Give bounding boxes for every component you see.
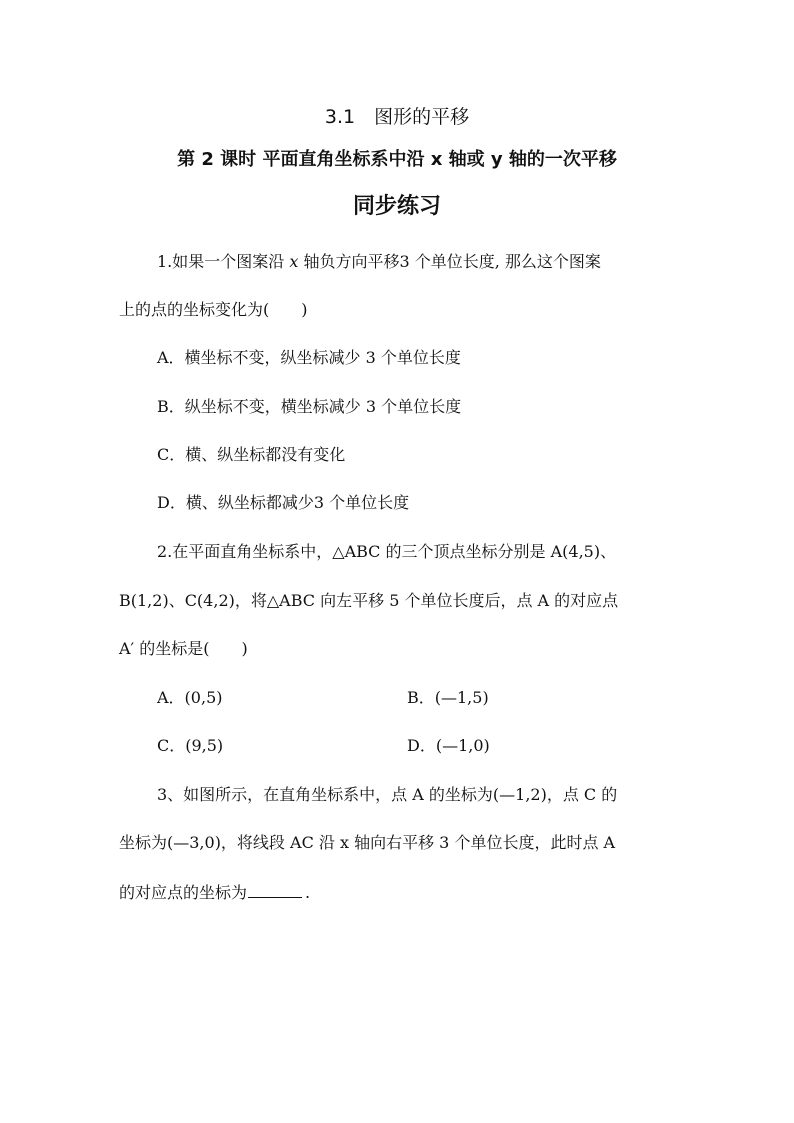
answer-blank [248, 879, 302, 898]
question-3-line-3 [119, 879, 310, 905]
section-title: 同步练习 [352, 194, 441, 219]
question-1-variable-x: x [284, 252, 304, 271]
question-1-suffix: 轴负方向平移3 个单位长度, 那么这个图案 [303, 252, 601, 271]
question-1-option-d: D．横、纵坐标都减少3 个单位长度 [157, 493, 410, 512]
question-2-option-d: D．(—1,0) [407, 736, 490, 755]
question-1-option-b: B．纵坐标不变，横坐标减少 3 个单位长度 [157, 397, 462, 416]
question-3-line-1: 3、如图所示，在直角坐标系中，点 A 的坐标为(—1,2)，点 C 的 [157, 785, 618, 804]
lesson-subtitle: 第 2 课时 平面直角坐标系中沿 x 轴或 y 轴的一次平移 [177, 149, 617, 170]
lesson-title: 3.1 图形的平移 [324, 106, 470, 128]
question-1-prefix: 1.如果一个图案沿 [157, 252, 285, 271]
question-3-answer-prompt: 的对应点的坐标为 [119, 883, 248, 902]
question-2-line-2: B(1,2)、C(4,2)，将△ABC 向左平移 5 个单位长度后，点 A 的对应点 [119, 591, 619, 610]
question-1-line-1 [157, 250, 601, 274]
question-2-line-1: 2.在平面直角坐标系中，△ABC 的三个顶点坐标分别是 A(4,5)、 [157, 542, 617, 561]
question-2-line-3: A′ 的坐标是( ) [119, 639, 248, 658]
question-2-option-b: B．(—1,5) [407, 688, 489, 707]
question-3-line-2: 坐标为(—3,0)，将线段 AC 沿 x 轴向右平移 3 个单位长度，此时点 A [119, 833, 616, 852]
question-1-option-a: A．横坐标不变，纵坐标减少 3 个单位长度 [157, 348, 461, 367]
question-1-option-c: C．横、纵坐标都没有变化 [157, 445, 346, 464]
question-2-option-c: C．(9,5) [157, 736, 224, 755]
question-3-period: . [305, 883, 311, 902]
question-1-line-2: 上的点的坐标变化为( ) [119, 300, 308, 319]
question-2-option-a: A．(0,5) [157, 688, 223, 707]
